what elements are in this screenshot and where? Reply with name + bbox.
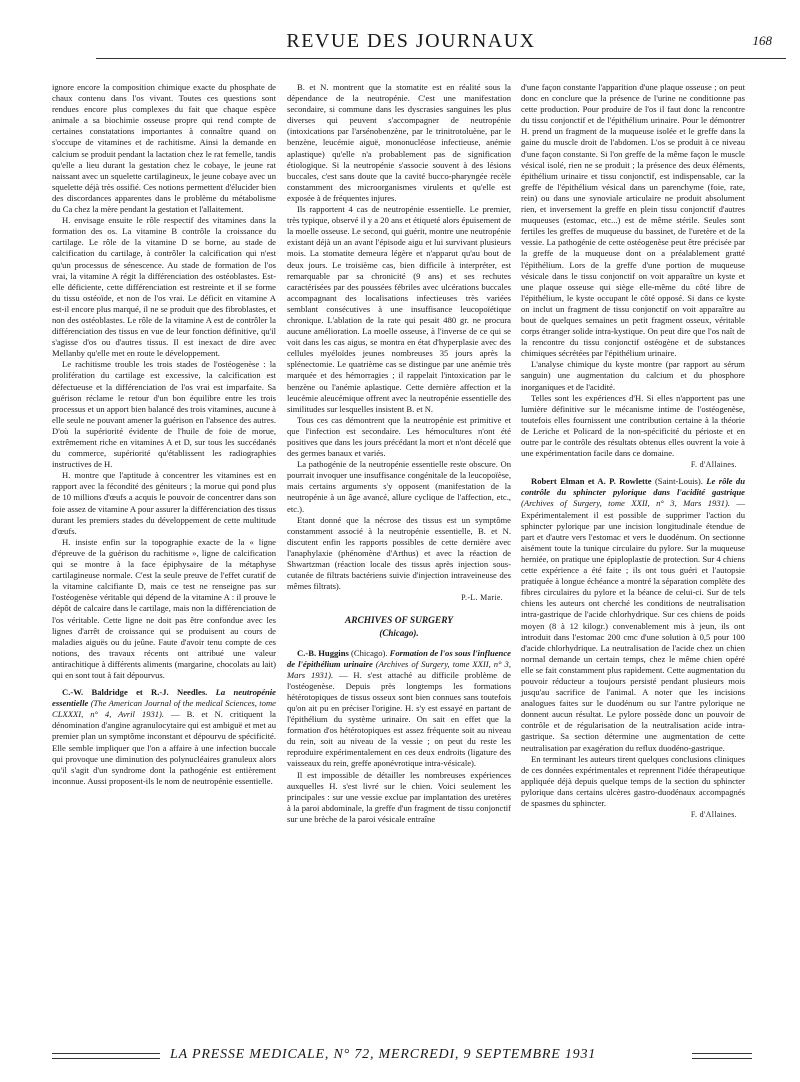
paragraph: ignore encore la composition chimique exacte du phosphate de chaux contenu dans l'os vivant. Toutes ces questions sont rendues encore plus complexes du fait que chaque espèce animale a sa biochimie osseuse propre qui rend compte de certaines constatations importantes à connaître quand on s'occupe de vitamines et de rachitisme. Ainsi la demande en calcium se produit pendant la lactation chez le rat femelle, tandis qu'elle a lieu durant la gestation chez le cobaye, le jeune rat naissant avec un squelette cartilagineux, le jeune cobaye avec un squelette déjà très ossifié. Ces notions permettent d'élucider bien des discordances apparentes dans le problème du métabolisme du Ca chez la mère pendant la gestation et l'allaitement. [52,82,276,215]
page-number: 168 [752,33,772,48]
article-reference [521,476,745,753]
reference-body: — B. et N. critiquent la dénomination d'angine agranulocytaire qui est ambiguë et met au premier plan un symptôme inconstant et dépourvu de spécificité. Elle semble impliquer que l'on a affaire à une infection buccale qui provoque une diminution des polynucléaires granuleux alors qu'il s'agit d'un syndrome dont la pathogénie est entièrement inconnue. Aussi proposent-ils le nom de neutropénie essentielle. [52,709,276,786]
footer-rule-right [692,1053,752,1059]
reference-source: (The American Journal of the medical Sciences, tome CLXXXI, n° 4, Avril 1931). [52,698,276,720]
paragraph: Il est impossible de détailler les nombreuses expériences auxquelles H. s'est livré sur le chien. Voici seulement les principales : sur une vessie exclue par implantation des uretères à la paroi abdominale, la greffe d'un fragment de tissu conjonctif sur une brèche de la paroi vésicale entraîne [287,769,511,824]
footer-rule-left [52,1053,160,1059]
text-column-left [52,82,276,787]
running-title: REVUE DES JOURNAUX [286,30,536,52]
paragraph: H. insiste enfin sur la topographie exacte de la « ligne d'épreuve de la guérison du rachitisme », ligne de calcification qui se montre à la face épiphysaire de la métaphyse cartilagineuse normale. C'est la seule preuve de l'effet curatif de la vitamine calcifiante D, mais ce test ne renseigne pas sur l'ostéogenèse véritable qui dépend de la vitamine A : il prouve le dépôt de calcaire dans le cartilage, mais non la différenciation de l'os véritable. Cette ligne ne doit pas être confondue avec les lignes d'arrêt de croissance qui se produisent au cours de maladies aiguës ou du jeûne. Faute d'avoir tenu compte de ces notions, des travaux récents ont attribué une valeur antirachitique à différents aliments (margarine, chocolats au lait) qui en sont tout à fait dépourvus. [52,536,276,680]
paragraph: Ils rapportent 4 cas de neutropénie essentielle. Le premier, très typique, observé il y a 20 ans et étiqueté alors épuisement de la moelle osseuse. Le second, qui guérit, montre une neutropénie existant déjà un an avant l'épisode aigu et lui survivant plusieurs mois. La stomatite demeura légère et n'apparut qu'au bout de deux jours. Le troisième cas, bien difficile à interpréter, est remarquable par sa chronicité (9 ans) et ses rechutes caractérisées par des poussées fébriles avec ulcérations buccales accompagnant des localisations infectieuses très variées semblant consécutives à une insuffisance leucopoïétique chronique. L'ablation de la rate qui pesait 480 gr. ne procura aucune amélioration. La moelle osseuse, à l'inverse de ce qui se voit dans les cas aigus, se montra en état d'hyperplasie avec des cellules myéloïdes jeunes nombreuses 35 jours après la splénectomie. Le quatrième cas se distingue par une anémie très marquée et des hémorragies ; il rappelait l'intoxication par le benzène ou l'anémie aplastique. Cette dernière affection et la leucémie aleucémique offrent avec la neutropénie essentielle des similitudes sur lesquelles insistent B. et N. [287,204,511,414]
paragraph: Telles sont les expériences d'H. Si elles n'apportent pas une lumière définitive sur le mécanisme intime de l'ostéogenèse, toutefois elles fournissent une contribution certaine à la théorie de Leriche et Policard de la non-spécificité du périoste et en outre par le contrôle des résultats obtenus elles ouvrent la voie à une expérimentation facile dans ce domaine. [521,392,745,459]
page-header [96,28,772,60]
reference-authors: C.-B. Huggins [297,647,349,658]
article-reference [287,648,511,770]
reference-title: Le rôle du contrôle du sphincter pylorique dans l'acidité gastrique [521,476,746,498]
reference-title: La neutropénie essentielle [52,687,276,709]
journal-section-city: (Chicago). [379,628,419,639]
author-signature: F. d'Allaines. [690,460,737,470]
reference-authors: C.-W. Baldridge et R.-J. Needles. [62,687,208,698]
paragraph: H. envisage ensuite le rôle respectif des vitamines dans la formation des os. La vitamine B contrôle la croissance du cartilage. Le rôle de la vitamine D se borne, au stade de calcification du cartilage, à contrôler la calcification qui n'est qu'un processus de sénescence. Au stade de formation de l'os vrai, la vitamine A régit la différenciation des ostéoblastes. Est-elle déficiente, cette différenciation est restreinte et il se forme du tissu ostéoïde, et non de l'os vrai. Le déficit en vitamine A est-il encore plus marqué, il ne se produit que des fibroblastes, et non des ostéoblastes. Le rôle de la vitamine A est de contrôler la différenciation des tissus en vue de leur fonction définitive, qu'il s'agisse d'os ou d'autres tissus. Il est inexact de dire avec Mellanby qu'elle met en route le développement. [52,215,276,359]
page-footer [52,1047,752,1067]
text-column-middle [287,82,511,825]
text-column-right [521,82,745,820]
paragraph: En terminant les auteurs tirent quelques conclusions cliniques de ces données expérimentales et reprennent l'idée thérapeutique appliquée déjà depuis quelque temps de la section du sphincter pylorique dans certains ulcères gastro-duodénaux accompagnés de spasmes du sphincter. [521,753,745,808]
author-signature: F. d'Allaines. [690,810,737,820]
reference-source: (Archives of Surgery, tome XXII, n° 3, Mars 1931). [287,658,511,680]
article-reference [52,687,276,787]
reference-source: (Archives of Surgery, tome XXII, n° 3, Mars 1931). [521,498,730,509]
paragraph: Etant donné que la nécrose des tissus est un symptôme constamment associé à la neutropénie essentielle, B. et N. discutent enfin les rapports possibles de cette dernière avec l'anaphylaxie (phénomène d'Arthus) et avec la réaction de Shwartzman (réaction locale des tissus après injection sous-cutanée de filtrats bactériens suivie d'injection intraveineuse des mêmes filtrats). [287,514,511,592]
paragraph: L'analyse chimique du kyste montre (par rapport au sérum sanguin) une augmentation du calcium et du phosphore inorganiques et de l'acidité. [521,359,745,392]
paragraph: Le rachitisme trouble les trois stades de l'ostéogenèse : la prolifération du cartilage est excessive, la calcification est défectueuse et la différenciation de l'os vrai est imparfaite. Sa guérison réclame le retour d'un bon équilibre entre les trois processus et un apport bien balancé des trois vitamines, aucune à elle seule ne pouvant amener la guérison en l'absence des autres. D'où la supériorité évidente de l'huile de foie de morue, extrêmement riche en vitamines A et D, sur tous les succédanés du commerce, supériorité qu'établissent les radiographies instructives de H. [52,359,276,470]
paragraph: H. montre que l'aptitude à concentrer les vitamines est en rapport avec la fécondité des géniteurs ; la morue qui pond plus de 10 millions d'œufs a acquis le pouvoir de concentrer dans son foie assez de vitamine A pour assurer la différenciation des tissus durant les premiers stades du développement de cette multitude d'œufs. [52,470,276,536]
reference-body: — Expérimentalement il est possible de supprimer l'action du sphincter pylorique par une incision longitudinale étendue de part et d'autre vers l'estomac et vers le duodénum. On sectionne aisément toute la tunique circulaire du pylore. Sur la muqueuse herniée, on pratique une épiploplastie de protection. Sur 4 chiens cette expérience a été faite ; ils ont tous guéri et l'autopsie pratiquée à longue échéance a montré la séparation complète des fibres circulaires du pylore et la béance de celui-ci. Sur de tels chiens les auteurs ont cherché les conditions de neutralisation intra-gastrique de l'acide chlorhydrique. Sur ces chiens de poids moyen (8 à 12 kilogr.) convenablement mis à jeun, ils ont introduit dans l'estomac 200 cmc d'une solution à 0,5 pour 100 d'acide chlorhydrique. La neutralisation de l'acide chez un chien normal demande un certain temps, chez le même chien opéré elle se fait constamment plus rapidement. Cette augmentation du pouvoir réducteur a toujours persisté pendant plusieurs mois jusqu'au sacrifice de l'animal. A noter que les incisions analogues faites sur le duodénum ou sur l'antre pylorique ne donnent aucun résultat. Le pylore possède donc un pouvoir de contrôle et de régularisation de la neutralisation acide intra-gastrique. Sa section détermine une augmentation de cette neutralisation par exagération du reflux duodéno-gastrique. [521,498,746,753]
header-rule [96,58,786,59]
reference-authors: Robert Elman et A. P. Rowlette [531,476,652,487]
footer-text: LA PRESSE MEDICALE, N° 72, MERCREDI, 9 SEPTEMBRE 1931 [170,1047,597,1062]
paragraph: Tous ces cas démontrent que la neutropénie est primitive et que l'infection est secondaire. Les hémocultures n'ont été positives que dans les jours précédant la mort et n'ont décelé que des germes banaux et variés. [287,414,511,459]
paragraph: B. et N. montrent que la stomatite est en réalité sous la dépendance de la neutropénie. C'est une manifestation secondaire, si commune dans les dyscrasies sanguines les plus diverses qui peuvent s'accompagner de neutropénie (intoxications par l'arsénobenzène, par le trinitrotoluène, par le benzène, leucémie aiguë, mononucléose infectieuse, anémie aplastique) qu'elle n'a probablement pas de signification étiologique. Si la neutropénie s'associe souvent à des lésions buccales, c'est sans doute que la cavité bucco-pharyngée recèle constamment des microorganismes virulents et qu'elle est exposée à de fréquentes injures. [287,82,511,203]
reference-city: (Chicago). [350,647,388,658]
journal-section-title: ARCHIVES OF SURGERY [344,616,454,627]
reference-title: Formation de l'os sous l'influence de l'épithélium urinaire [287,647,511,669]
reference-body: — H. s'est attaché au difficile problème de l'ostéogenèse. Depuis près longtemps les formations hétérotopiques de tissus osseux sont bien connues sans toutefois qu'on ait pu en préciser l'origine. H. s'y est essayé en partant de l'épithélium du système urinaire. On sait en effet que la formation d'os hétérotopiques est assez fréquente soit au niveau du rein, soit au niveau de la vessie ; on peut du reste les reproduire expérimentalement en ces deux endroits (ligature des vaisseaux du rein, greffe aponévrotique intra-vésicale). [287,669,512,769]
paragraph: La pathogénie de la neutropénie essentielle reste obscure. On pourrait invoquer une insuffisance congénitale de la leucopoïèse, mais certains arguments s'y opposent (manifestation de la neutropénie à un âge avancé, allure cyclique de l'affection, etc., etc.). [287,459,511,514]
author-signature: P.-L. Marie. [461,593,503,603]
reference-city: (Saint-Louis). [654,476,703,487]
paragraph: d'une façon constante l'apparition d'une plaque osseuse ; on peut donc en conclure que la présence de l'urine ne conditionne pas cette production. Pour produire de l'os il faut donc la rencontre du tissu conjonctif et de l'épithélium urinaire. Pour le démontrer H. prend un fragment de la muqueuse isolée et le greffe dans la gaine du muscle droit de l'abdomen. L'os se produit à ce niveau d'une façon constante. Si l'on greffe de la même façon le muscle vésical isolé, rien ne se produit ; la présence des deux éléments, épithélium urinaire et tissu conjonctif, est indispensable, car la greffe de l'épithélium vésical dans un parenchyme (foie, rate, rein) ou dans une synoviale articulaire ne produit absolument rien, et inversement la greffe en plein tissu conjonctif d'autres muqueuses (estomac, etc...) est de même stérile. Seules sont fertiles les greffes de muqueuse du bassinet, de l'uretère et de la vessie. La pathogénie de cette ostéogenèse peut être précisée par la greffe de la muqueuse dont on a préalablement gratté l'épithélium. Lors de la greffe d'une portion de muqueuse vésicale dans le tissu conjonctif on voit apparaître un kyste et une plaque osseuse qui siège elle-même du côté libre de l'épithélium, le kyste occupant le côté opposé. Si dans ce kyste on inclut un fragment de tissu conjonctif on voit apparaître au bout de quelques semaines un petit fragment osseux, véritable corps étranger solide intra-kystique. On peut dire que l'os naît de la rencontre du tissu conjonctif ostéogène et de substances chimiques sécrétées par l'épithélium urinaire. [521,82,745,359]
